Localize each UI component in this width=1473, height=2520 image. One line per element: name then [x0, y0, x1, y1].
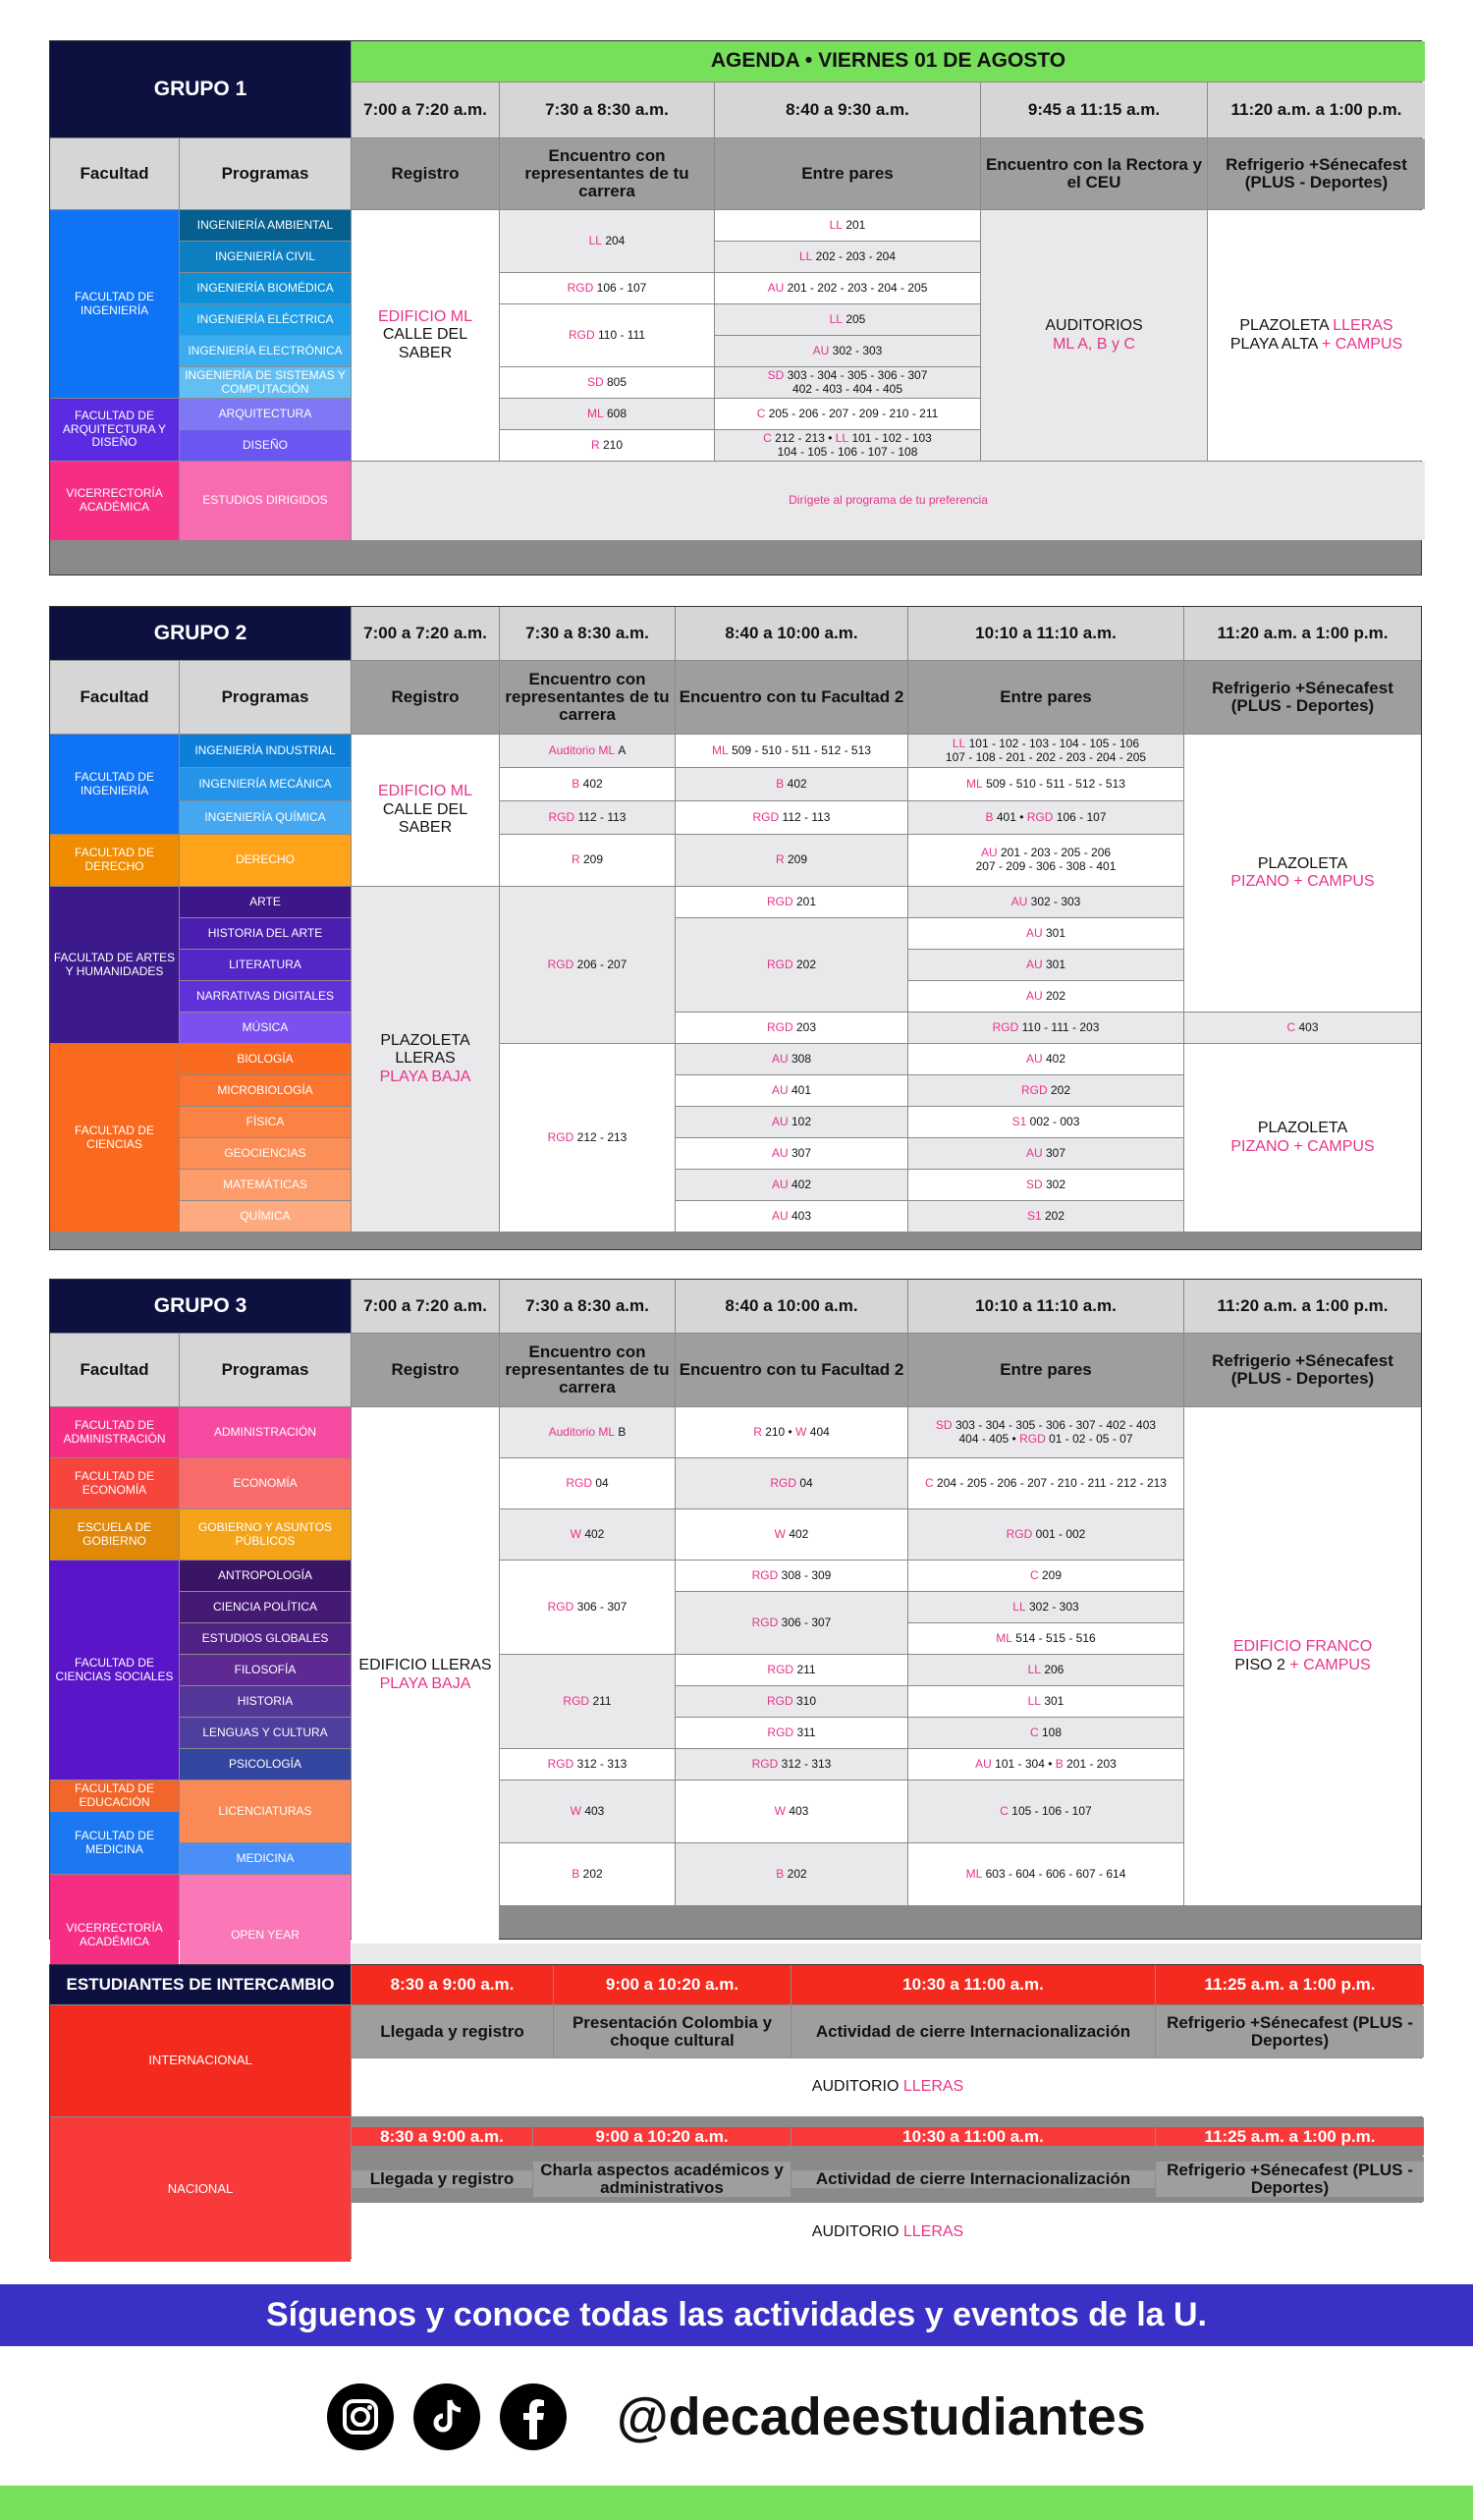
activity-header: Refrigerio +Sénecafest (PLUS - Deportes)	[1156, 2005, 1424, 2057]
location-cell: AUDITORIOS ML A, B y C	[981, 210, 1207, 461]
social-handle[interactable]: @decadeestudiantes	[617, 2387, 1146, 2446]
program-cell: GOBIERNO Y ASUNTOS PÚBLICOS	[180, 1509, 351, 1560]
time-slot: 9:00 a 10:20 a.m.	[554, 1965, 791, 2004]
room-cell: RGD 04	[676, 1458, 907, 1508]
program-cell: DISEÑO	[180, 430, 351, 461]
room-cell: RGD 202	[908, 1075, 1183, 1106]
activity-header: Refrigerio +Sénecafest (PLUS - Deportes)	[1208, 138, 1425, 209]
time-slot: 8:40 a 10:00 a.m.	[676, 1280, 907, 1333]
room-cell: AU 402	[908, 1044, 1183, 1074]
room-cell: AU 307	[676, 1138, 907, 1169]
room-cell: LL 202 - 203 - 204	[715, 242, 980, 272]
room-cell: SD 302	[908, 1170, 1183, 1200]
room-cell: C 105 - 106 - 107	[908, 1780, 1183, 1842]
activity-header: Registro	[352, 661, 499, 734]
room-cell: C 205 - 206 - 207 - 209 - 210 - 211	[715, 399, 980, 429]
group-title: ESTUDIANTES DE INTERCAMBIO	[50, 1965, 351, 2004]
room-cell: AU 302 - 303	[715, 336, 980, 366]
time-slot: 10:10 a 11:10 a.m.	[908, 607, 1183, 660]
room-cell: ML 608	[500, 399, 714, 429]
facebook-icon[interactable]	[500, 2383, 567, 2450]
location-cell: EDIFICIO FRANCO PISO 2 + CAMPUS	[1184, 1407, 1421, 1905]
activity-header: Entre pares	[715, 138, 980, 209]
activity-header: Encuentro con representantes de tu carrera	[500, 1334, 675, 1406]
location-cell: PLAZOLETA PIZANO + CAMPUS	[1184, 735, 1421, 1012]
room-cell: ML 509 - 510 - 511 - 512 - 513	[908, 768, 1183, 800]
time-slot: 10:30 a 11:00 a.m.	[791, 1965, 1155, 2004]
room-cell: AU 402	[676, 1170, 907, 1200]
location-cell: PLAZOLETA LLERAS PLAYA BAJA	[352, 887, 499, 1232]
activity-header: Entre pares	[908, 661, 1183, 734]
program-cell: DERECHO	[180, 835, 351, 886]
program-cell: INGENIERÍA INDUSTRIAL	[180, 735, 351, 767]
room-cell: AU 201 - 202 - 203 - 204 - 205	[715, 273, 980, 303]
room-cell: C 204 - 205 - 206 - 207 - 210 - 211 - 212 - 213	[908, 1458, 1183, 1508]
room-cell: RGD 203	[676, 1013, 907, 1043]
room-cell: RGD 106 - 107	[500, 273, 714, 303]
room-cell: LL 301	[908, 1686, 1183, 1717]
program-cell: ESTUDIOS GLOBALES	[180, 1623, 351, 1654]
room-cell: SD 303 - 304 - 305 - 306 - 307 402 - 403 - 404 - 405	[715, 367, 980, 398]
faculty-cell: ESCUELA DE GOBIERNO	[50, 1509, 179, 1560]
room-cell: RGD 110 - 111	[500, 304, 714, 366]
room-cell: RGD 206 - 207	[500, 887, 675, 1043]
room-cell: RGD 112 - 113	[676, 801, 907, 834]
activity-header: Encuentro con tu Facultad 2	[676, 1334, 907, 1406]
time-slot: 11:25 a.m. a 1:00 p.m.	[1156, 1965, 1424, 2004]
nacional-acts-row	[352, 2157, 1424, 2202]
time-slot: 7:30 a 8:30 a.m.	[500, 1280, 675, 1333]
location-cell: EDIFICIO LLERAS PLAYA BAJA	[352, 1407, 499, 1943]
col-header-programas: Programas	[180, 1334, 351, 1406]
room-cell: AU 401	[676, 1075, 907, 1106]
activity-header: Encuentro con la Rectora y el CEU	[981, 138, 1207, 209]
room-cell: LL 201	[715, 210, 980, 241]
program-cell: HISTORIA DEL ARTE	[180, 918, 351, 949]
time-slot: 10:30 a 11:00 a.m.	[791, 2127, 1155, 2147]
program-cell: BIOLOGÍA	[180, 1044, 351, 1074]
program-cell: INGENIERÍA ELÉCTRICA	[180, 304, 351, 335]
faculty-cell: FACULTAD DE DERECHO	[50, 835, 179, 886]
tiktok-icon[interactable]	[413, 2383, 480, 2450]
activity-header: Encuentro con representantes de tu carrera	[500, 661, 675, 734]
room-cell: AU 102	[676, 1107, 907, 1137]
grupo-3-table	[49, 1279, 1422, 1948]
time-slot: 9:00 a 10:20 a.m.	[533, 2127, 791, 2147]
activity-header: Charla aspectos académicos y administrativos	[533, 2162, 791, 2197]
agenda-title: AGENDA • VIERNES 01 DE AGOSTO	[352, 41, 1425, 82]
room-cell: B 401 • RGD 106 - 107	[908, 801, 1183, 834]
program-cell: ANTROPOLOGÍA	[180, 1561, 351, 1591]
activity-header: Entre pares	[908, 1334, 1183, 1406]
room-cell: ML 603 - 604 - 606 - 607 - 614	[908, 1843, 1183, 1905]
faculty-cell: FACULTAD DE ECONOMÍA	[50, 1458, 179, 1508]
location-cell: AUDITORIO LLERAS	[352, 2203, 1424, 2262]
room-cell: B 402	[676, 768, 907, 800]
activity-header: Llegada y registro	[352, 2170, 532, 2188]
program-cell: GEOCIENCIAS	[180, 1138, 351, 1169]
faculty-cell: FACULTAD DE ARQUITECTURA Y DISEÑO	[50, 399, 179, 461]
exchange-type-nacional: NACIONAL	[50, 2117, 351, 2262]
faculty-cell: FACULTAD DE CIENCIAS SOCIALES	[50, 1561, 179, 1780]
faculty-cell: FACULTAD DE INGENIERÍA	[50, 735, 179, 834]
program-cell: LICENCIATURAS	[180, 1780, 351, 1842]
room-cell: LL 302 - 303	[908, 1592, 1183, 1622]
nacional-times-row	[352, 2117, 1424, 2156]
time-slot: 10:10 a 11:10 a.m.	[908, 1280, 1183, 1333]
col-header-programas: Programas	[180, 661, 351, 734]
time-slot: 11:20 a.m. a 1:00 p.m.	[1184, 607, 1421, 660]
time-slot: 8:40 a 9:30 a.m.	[715, 82, 980, 137]
program-cell: ARTE	[180, 887, 351, 917]
program-cell: OPEN YEAR	[180, 1875, 351, 1997]
room-cell: W 402	[500, 1509, 675, 1560]
time-slot: 11:25 a.m. a 1:00 p.m.	[1156, 2127, 1424, 2147]
room-cell: SD 805	[500, 367, 714, 398]
grupo-2-table	[49, 606, 1422, 1250]
activity-header: Registro	[352, 138, 499, 209]
program-cell: MEDICINA	[180, 1843, 351, 1874]
activity-header: Presentación Colombia y choque cultural	[554, 2005, 791, 2057]
social-row	[0, 2382, 1473, 2452]
program-cell: INGENIERÍA ELECTRÓNICA	[180, 336, 351, 366]
room-cell: RGD 04	[500, 1458, 675, 1508]
room-cell: ML 509 - 510 - 511 - 512 - 513	[676, 735, 907, 767]
time-slot: 11:20 a.m. a 1:00 p.m.	[1184, 1280, 1421, 1333]
room-cell: RGD 308 - 309	[676, 1561, 907, 1591]
room-cell: RGD 211	[676, 1655, 907, 1685]
faculty-cell: FACULTAD DE MEDICINA	[50, 1812, 179, 1874]
activity-header: Llegada y registro	[352, 2005, 553, 2057]
activity-header: Registro	[352, 1334, 499, 1406]
program-cell: NARRATIVAS DIGITALES	[180, 981, 351, 1012]
instagram-icon[interactable]	[327, 2383, 394, 2450]
faculty-cell: FACULTAD DE EDUCACIÓN	[50, 1780, 179, 1811]
faculty-cell: VICERRECTORÍA ACADÉMICA	[50, 1875, 179, 1997]
location-cell: EDIFICIO ML CALLE DEL SABER	[352, 210, 499, 461]
activity-header: Refrigerio +Sénecafest (PLUS - Deportes)	[1184, 1334, 1421, 1406]
room-cell: RGD 310	[676, 1686, 907, 1717]
room-cell: R 209	[500, 835, 675, 886]
time-slot: 7:00 a 7:20 a.m.	[352, 82, 499, 137]
program-cell: ESTUDIOS DIRIGIDOS	[180, 462, 351, 540]
room-cell: AU 101 - 304 • B 201 - 203	[908, 1749, 1183, 1780]
room-cell: RGD 306 - 307	[500, 1561, 675, 1654]
activity-header: Encuentro con representantes de tu carrera	[500, 138, 714, 209]
faculty-cell: VICERRECTORÍA ACADÉMICA	[50, 462, 179, 540]
activity-header: Refrigerio +Sénecafest (PLUS - Deportes)	[1184, 661, 1421, 734]
grupo-1-table	[49, 40, 1422, 575]
group-title: GRUPO 3	[50, 1280, 351, 1333]
time-slot: 9:45 a 11:15 a.m.	[981, 82, 1207, 137]
program-cell: INGENIERÍA BIOMÉDICA	[180, 273, 351, 303]
faculty-cell: FACULTAD DE ARTES Y HUMANIDADES	[50, 887, 179, 1043]
program-cell: ECONOMÍA	[180, 1458, 351, 1508]
location-cell: PLAZOLETA LLERAS PLAYA ALTA + CAMPUS	[1208, 210, 1425, 461]
intercambio-table	[49, 1964, 1422, 2259]
room-cell: RGD 312 - 313	[676, 1749, 907, 1780]
room-cell: C 212 - 213 • LL 101 - 102 - 103 104 - 105 - 106 - 107 - 108	[715, 430, 980, 461]
program-cell: PSICOLOGÍA	[180, 1749, 351, 1780]
room-cell: AU 307	[908, 1138, 1183, 1169]
room-cell: AU 202	[908, 981, 1183, 1012]
time-slot: 8:30 a 9:00 a.m.	[352, 1965, 553, 2004]
room-cell: W 403	[500, 1780, 675, 1842]
time-slot: 7:30 a 8:30 a.m.	[500, 607, 675, 660]
room-cell: AU 308	[676, 1044, 907, 1074]
col-header-facultad: Facultad	[50, 138, 179, 209]
room-cell: C 209	[908, 1561, 1183, 1591]
room-cell: B 402	[500, 768, 675, 800]
col-header-facultad: Facultad	[50, 1334, 179, 1406]
program-cell: ADMINISTRACIÓN	[180, 1407, 351, 1457]
program-cell: CIENCIA POLÍTICA	[180, 1592, 351, 1622]
program-cell: ARQUITECTURA	[180, 399, 351, 429]
time-slot: 11:20 a.m. a 1:00 p.m.	[1208, 82, 1425, 137]
room-cell: S1 202	[908, 1201, 1183, 1232]
room-cell: R 210 • W 404	[676, 1407, 907, 1457]
faculty-cell: FACULTAD DE INGENIERÍA	[50, 210, 179, 398]
room-cell: RGD 001 - 002	[908, 1509, 1183, 1560]
col-header-programas: Programas	[180, 138, 351, 209]
program-cell: INGENIERÍA AMBIENTAL	[180, 210, 351, 241]
activity-header: Refrigerio +Sénecafest (PLUS - Deportes)	[1156, 2162, 1424, 2197]
location-cell: AUDITORIO LLERAS	[352, 2058, 1424, 2116]
room-cell: Auditorio ML B	[500, 1407, 675, 1457]
room-cell: AU 302 - 303	[908, 887, 1183, 917]
room-cell: S1 002 - 003	[908, 1107, 1183, 1137]
group-title: GRUPO 1	[50, 41, 351, 137]
location-cell: EDIFICIO ML CALLE DEL SABER	[352, 735, 499, 886]
room-cell: RGD 201	[676, 887, 907, 917]
bottom-bar	[0, 2486, 1473, 2520]
program-cell: LENGUAS Y CULTURA	[180, 1718, 351, 1748]
room-cell: AU 403	[676, 1201, 907, 1232]
faculty-cell: FACULTAD DE ADMINISTRACIÓN	[50, 1407, 179, 1457]
room-cell: R 209	[676, 835, 907, 886]
room-cell: AU 301	[908, 918, 1183, 949]
room-cell: RGD 112 - 113	[500, 801, 675, 834]
col-header-facultad: Facultad	[50, 661, 179, 734]
room-cell: RGD 211	[500, 1655, 675, 1748]
room-cell: C 403	[1184, 1013, 1421, 1043]
room-cell: AU 301	[908, 950, 1183, 980]
activity-header: Encuentro con tu Facultad 2	[676, 661, 907, 734]
program-cell: INGENIERÍA CIVIL	[180, 242, 351, 272]
program-cell: MICROBIOLOGÍA	[180, 1075, 351, 1106]
activity-header: Actividad de cierre Internacionalización	[791, 2170, 1155, 2188]
program-cell: QUÍMICA	[180, 1201, 351, 1232]
room-cell: AU 201 - 203 - 205 - 206 207 - 209 - 306 - 308 - 401	[908, 835, 1183, 886]
room-cell: LL 205	[715, 304, 980, 335]
follow-banner: Síguenos y conoce todas las actividades y eventos de la U.	[0, 2284, 1473, 2346]
room-cell: B 202	[676, 1843, 907, 1905]
program-cell: FÍSICA	[180, 1107, 351, 1137]
time-slot: 7:00 a 7:20 a.m.	[352, 1280, 499, 1333]
room-cell: SD 303 - 304 - 305 - 306 - 307 - 402 - 403 404 - 405 • RGD 01 - 02 - 05 - 07	[908, 1407, 1183, 1457]
program-cell: HISTORIA	[180, 1686, 351, 1717]
room-cell: R 210	[500, 430, 714, 461]
time-slot: 8:30 a 9:00 a.m.	[352, 2127, 532, 2147]
room-cell: RGD 110 - 111 - 203	[908, 1013, 1183, 1043]
room-cell: B 202	[500, 1843, 675, 1905]
room-cell: LL 206	[908, 1655, 1183, 1685]
room-cell: RGD 306 - 307	[676, 1592, 907, 1654]
exchange-type-internacional: INTERNACIONAL	[50, 2005, 351, 2116]
activity-header: Actividad de cierre Internacionalización	[791, 2005, 1155, 2057]
location-cell: PLAZOLETA PIZANO + CAMPUS	[1184, 1044, 1421, 1232]
time-slot: 7:30 a 8:30 a.m.	[500, 82, 714, 137]
program-cell: FILOSOFÍA	[180, 1655, 351, 1685]
program-cell: MÚSICA	[180, 1013, 351, 1043]
room-cell: Auditorio ML A	[500, 735, 675, 767]
room-cell: W 402	[676, 1509, 907, 1560]
program-cell: INGENIERÍA QUÍMICA	[180, 801, 351, 834]
room-cell: LL 101 - 102 - 103 - 104 - 105 - 106 107 - 108 - 201 - 202 - 203 - 204 - 205	[908, 735, 1183, 767]
room-cell: W 403	[676, 1780, 907, 1842]
program-cell: MATEMÁTICAS	[180, 1170, 351, 1200]
room-cell: RGD 202	[676, 918, 907, 1012]
program-cell: INGENIERÍA MECÁNICA	[180, 768, 351, 800]
time-slot: 7:00 a 7:20 a.m.	[352, 607, 499, 660]
directions-note: Dirígete al programa de tu preferencia	[352, 462, 1425, 540]
program-cell: INGENIERÍA DE SISTEMAS Y COMPUTACIÓN	[180, 367, 351, 398]
time-slot: 8:40 a 10:00 a.m.	[676, 607, 907, 660]
room-cell: RGD 212 - 213	[500, 1044, 675, 1232]
faculty-cell: FACULTAD DE CIENCIAS	[50, 1044, 179, 1232]
group-title: GRUPO 2	[50, 607, 351, 660]
room-cell: ML 514 - 515 - 516	[908, 1623, 1183, 1654]
room-cell: C 108	[908, 1718, 1183, 1748]
room-cell: LL 204	[500, 210, 714, 272]
program-cell: LITERATURA	[180, 950, 351, 980]
room-cell: RGD 311	[676, 1718, 907, 1748]
room-cell: RGD 312 - 313	[500, 1749, 675, 1780]
